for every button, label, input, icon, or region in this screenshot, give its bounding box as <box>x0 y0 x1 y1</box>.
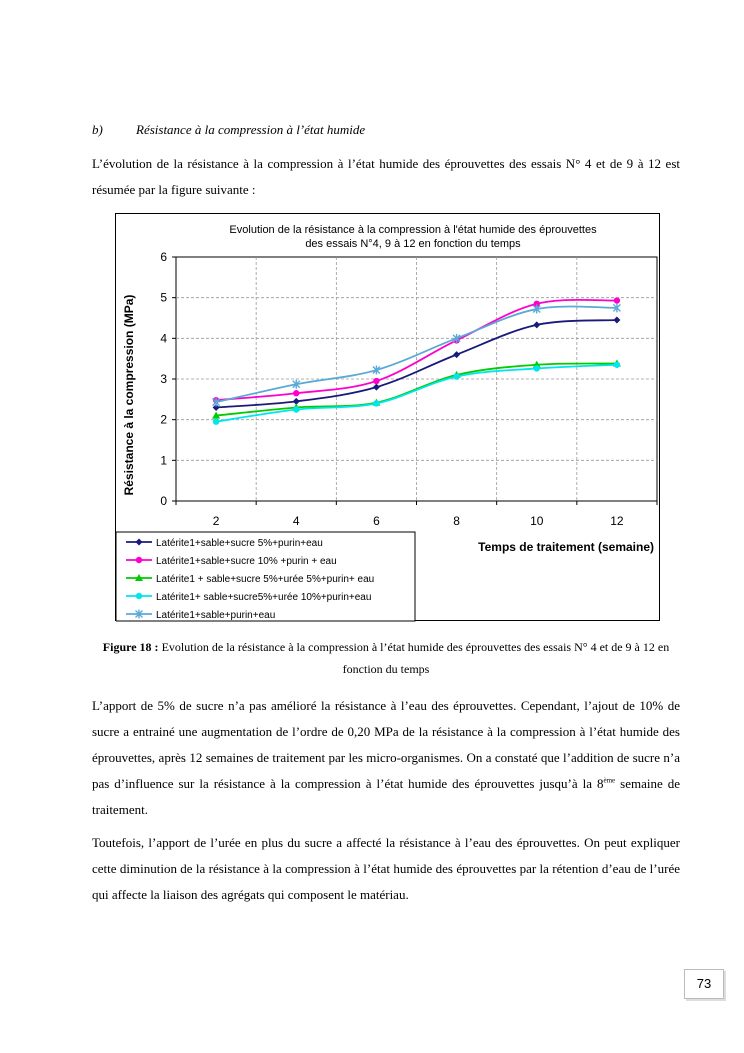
chart-title: des essais N°4, 9 à 12 en fonction du temps <box>305 238 521 250</box>
section-number: b) <box>92 122 103 137</box>
x-tick-label: 12 <box>610 514 624 528</box>
y-tick-label: 3 <box>160 372 167 386</box>
intro-paragraph: L’évolution de la résistance à la compression à l’état humide des éprouvettes des essais N° 4 et de 9 à 12 est résumée par la figure suivante : <box>92 156 680 197</box>
legend-label-2: Latérite1+sable+sucre 10% +purin + eau <box>156 556 337 567</box>
data-point-series-2 <box>614 297 620 303</box>
figure-chart <box>115 213 660 621</box>
paragraph-urea: Toutefois, l’apport de l’urée en plus du sucre a affecté la résistance à l’eau des éprouvettes. On peut expliquer cette diminution de la résistance à la compression à l’état humide des éprouvettes par la rétention d’eau de l’urée qui affecte la liaison des agrégats qui composent le matériau. <box>92 835 680 902</box>
y-tick-label: 1 <box>160 453 167 468</box>
paragraph-sugar-after: semaine de traitement. <box>92 776 680 817</box>
y-tick-label: 6 <box>160 250 167 264</box>
data-point-series-4 <box>614 362 620 368</box>
y-tick-label: 0 <box>160 494 167 508</box>
section-title: Résistance à la compression à l’état humide <box>136 122 366 137</box>
y-tick-label: 5 <box>160 290 167 305</box>
figure-caption <box>92 636 680 680</box>
section-heading <box>92 122 365 138</box>
x-tick-label: 10 <box>530 514 544 528</box>
data-point-series-4 <box>213 419 219 425</box>
y-tick-label: 4 <box>160 331 167 346</box>
legend-label-4: Latérite1+ sable+sucre5%+urée 10%+purin+eau <box>156 592 372 603</box>
figure-label: Figure 18 : <box>102 640 159 654</box>
data-point-series-4 <box>373 400 379 406</box>
legend-label-3: Latérite1 + sable+sucre 5%+urée 5%+purin+ eau <box>156 574 375 585</box>
figure-caption-text: Evolution de la résistance à la compression à l’état humide des éprouvettes des essais N° 4 et de 9 à 12 en fonction du temps <box>161 640 670 676</box>
y-axis-label: Résistance à la compression (MPa) <box>122 294 136 496</box>
data-point-series-2 <box>293 390 299 396</box>
y-tick-label: 2 <box>160 412 167 427</box>
paragraph-sugar <box>92 693 680 823</box>
x-tick-label: 8 <box>453 514 460 528</box>
legend-marker-2 <box>136 557 142 563</box>
legend-marker-4 <box>136 593 142 599</box>
page-number: 73 <box>684 969 724 999</box>
x-tick-label: 2 <box>212 514 220 528</box>
data-point-series-2 <box>373 378 379 384</box>
legend-label-1: Latérite1+sable+sucre 5%+purin+eau <box>156 538 323 549</box>
x-tick-label: 6 <box>373 514 380 528</box>
chart-svg <box>116 214 661 622</box>
data-point-series-4 <box>453 373 459 379</box>
paragraph-sugar-before: L’apport de 5% de sucre n’a pas amélioré la résistance à l’eau des éprouvettes. Cependant, l’ajout de 10% de sucre a entrainé une augmentation de l’ordre de 0,20 MPa de la résistance à la compression à l’état humide des éprouvettes, après 12 semaines de traitement par les micro-organismes. On a constaté que l’addition de sucre n’a pas d’influence sur la résistance à la compression à l’état humide des éprouvettes jusqu’à la 8 <box>92 698 680 791</box>
superscript-eme: ème <box>603 776 616 785</box>
x-tick-label: 4 <box>292 514 300 528</box>
data-point-series-4 <box>534 365 540 371</box>
data-point-series-4 <box>293 406 299 412</box>
chart-title: Evolution de la résistance à la compression à l'état humide des éprouvettes <box>229 224 597 236</box>
x-axis-label: Temps de traitement (semaine) <box>478 540 654 554</box>
legend-label-5: Latérite1+sable+purin+eau <box>156 610 276 621</box>
